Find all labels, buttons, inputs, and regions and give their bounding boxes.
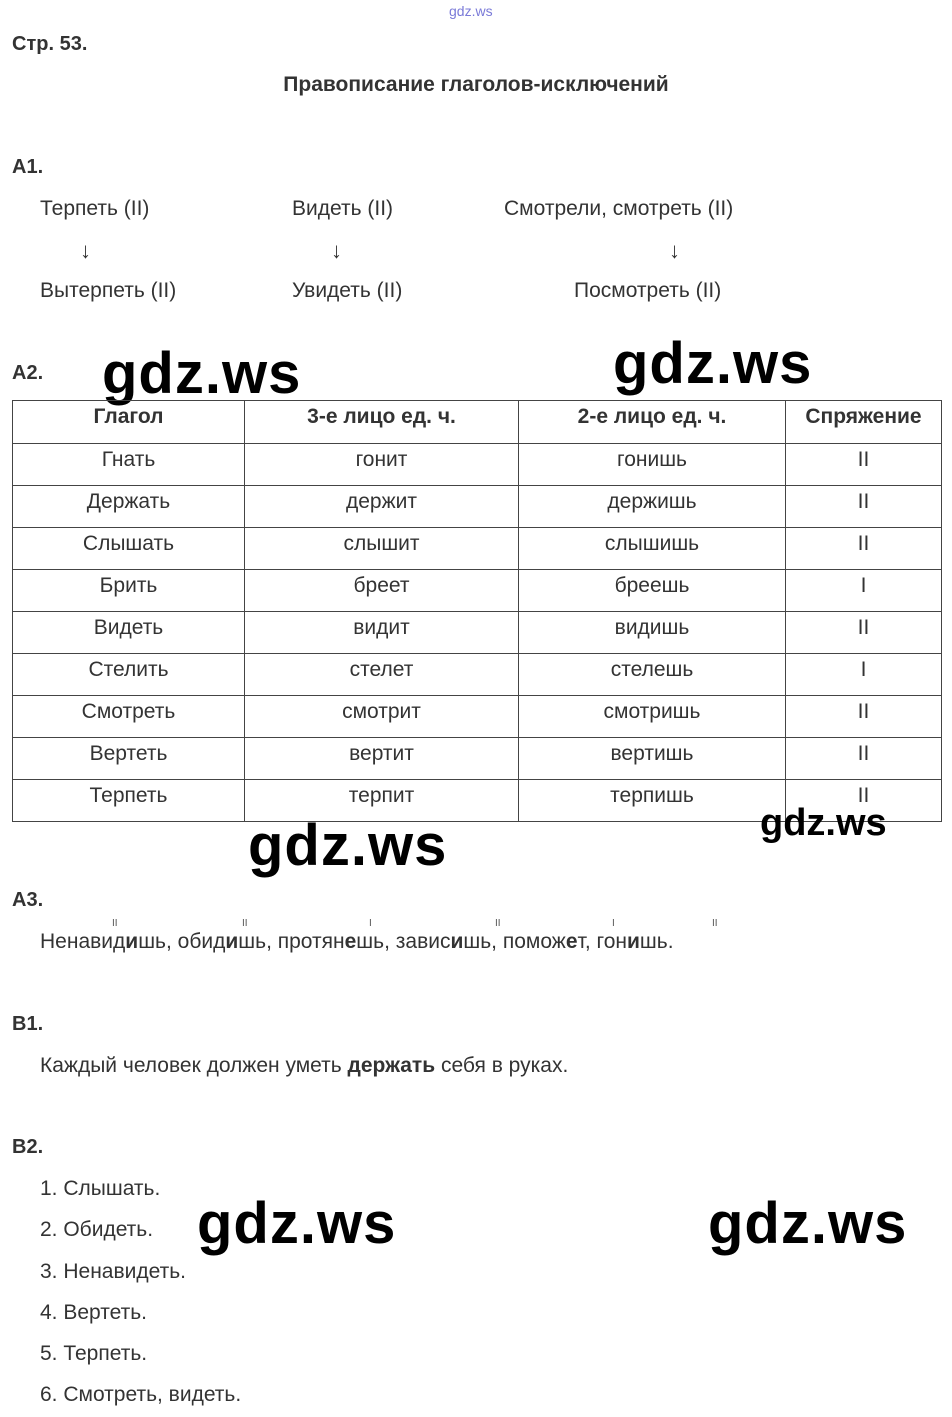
table-cell: видишь (519, 612, 786, 654)
conjugation-table (12, 400, 942, 822)
table-cell: Терпеть (13, 780, 245, 822)
list-item: 6. Смотреть, видеть. (40, 1383, 242, 1406)
watermark: gdz.ws (708, 1191, 908, 1256)
a3-word-4-vowel: и (450, 930, 464, 953)
table-row (13, 444, 942, 486)
a1-derived-2: Увидеть (II) (292, 279, 403, 302)
table-cell: вертишь (519, 738, 786, 780)
table-row (13, 528, 942, 570)
a1-arrow-down-icon-1: ↓ (80, 238, 91, 263)
b1-text-after: себя в руках. (435, 1054, 569, 1077)
section-b2-label: В2. (12, 1136, 44, 1158)
a3-word-3-vowel: е (344, 930, 357, 953)
b1-text-before: Каждый человек должен уметь (40, 1054, 348, 1077)
table-row (13, 696, 942, 738)
a3-word-5-vowel: е (565, 930, 578, 953)
table-cell: гонит (245, 444, 519, 486)
table-cell: держит (245, 486, 519, 528)
section-a1-label: А1. (12, 156, 44, 178)
list-item: 5. Терпеть. (40, 1342, 148, 1365)
conjugation-mark: II (242, 918, 248, 929)
page-reference: Стр. 53. (12, 33, 88, 55)
a3-word-1-vowel: и (125, 930, 139, 953)
a3-word-3-ending: шь, (356, 930, 396, 953)
table-cell: Слышать (13, 528, 245, 570)
conjugation-mark: I (612, 918, 615, 929)
section-a2-label: А2. (12, 362, 44, 384)
list-item: 2. Обидеть. (40, 1218, 154, 1241)
table-cell: вертит (245, 738, 519, 780)
table-cell: II (786, 738, 942, 780)
watermark: gdz.ws (102, 341, 302, 406)
table-cell: бреет (245, 570, 519, 612)
section-a3-label: А3. (12, 889, 44, 911)
table-cell: стелешь (519, 654, 786, 696)
a3-word-1-ending: шь, (138, 930, 178, 953)
a3-word-5-stem: помож (502, 930, 566, 953)
table-header-row (13, 401, 942, 444)
watermark: gdz.ws (197, 1191, 397, 1256)
table-cell: держишь (519, 486, 786, 528)
table-header-cell: 3-е лицо ед. ч. (245, 401, 519, 444)
table-cell: II (786, 486, 942, 528)
table-cell: слышишь (519, 528, 786, 570)
watermark: gdz.ws (248, 813, 448, 878)
conjugation-mark: I (369, 918, 372, 929)
table-cell: смотришь (519, 696, 786, 738)
watermark: gdz.ws (613, 331, 813, 396)
a3-word-4-ending: шь, (463, 930, 503, 953)
table-cell: Смотреть (13, 696, 245, 738)
a3-word-2-ending: шь, (238, 930, 278, 953)
a3-word-6-ending: шь. (639, 930, 674, 953)
table-cell: бреешь (519, 570, 786, 612)
table-cell: слышит (245, 528, 519, 570)
a3-word-6-vowel: и (626, 930, 640, 953)
a3-word-4-stem: завис (395, 930, 451, 953)
conjugation-mark: II (712, 918, 718, 929)
a3-word-5-ending: т, (577, 930, 597, 953)
watermark: gdz.ws (760, 802, 887, 844)
table-cell: терпит (245, 780, 519, 822)
table-cell: II (786, 528, 942, 570)
table-cell: Видеть (13, 612, 245, 654)
table-row (13, 738, 942, 780)
table-cell: смотрит (245, 696, 519, 738)
table-row (13, 654, 942, 696)
table-cell: гонишь (519, 444, 786, 486)
a3-word-1-stem: Ненавид (40, 930, 126, 953)
table-cell: II (786, 444, 942, 486)
top-watermark: gdz.ws (449, 3, 493, 19)
a1-derived-3: Посмотреть (II) (574, 279, 722, 302)
table-cell: I (786, 570, 942, 612)
table-row (13, 570, 942, 612)
table-cell: терпишь (519, 780, 786, 822)
table-cell: II (786, 612, 942, 654)
list-item: 3. Ненавидеть. (40, 1260, 186, 1283)
b1-answer-line (40, 1054, 568, 1078)
table-header-cell: 2-е лицо ед. ч. (519, 401, 786, 444)
table-cell: Стелить (13, 654, 245, 696)
a3-word-2-vowel: и (225, 930, 239, 953)
a1-derived-1: Вытерпеть (II) (40, 279, 177, 302)
a3-word-2-stem: обид (177, 930, 226, 953)
a1-arrow-down-icon-3: ↓ (669, 238, 680, 263)
list-item: 1. Слышать. (40, 1177, 161, 1200)
table-cell: II (786, 780, 942, 822)
table-row (13, 612, 942, 654)
conjugation-mark: II (495, 918, 501, 929)
table-cell: I (786, 654, 942, 696)
table-cell: Гнать (13, 444, 245, 486)
conjugation-mark: II (112, 918, 118, 929)
b1-bold-word: держать (347, 1054, 436, 1077)
page-title: Правописание глаголов-исключений (283, 73, 669, 96)
table-header-cell: Спряжение (786, 401, 942, 444)
a1-verb-3: Смотрели, смотреть (II) (504, 197, 734, 220)
table-row (13, 486, 942, 528)
list-item: 4. Вертеть. (40, 1301, 148, 1324)
table-header-cell: Глагол (13, 401, 245, 444)
a1-arrow-down-icon-2: ↓ (331, 238, 342, 263)
a3-word-6-stem: гон (596, 930, 627, 953)
a3-word-3-stem: протян (277, 930, 345, 953)
table-cell: стелет (245, 654, 519, 696)
table-cell: Держать (13, 486, 245, 528)
table-cell: видит (245, 612, 519, 654)
table-cell: Вертеть (13, 738, 245, 780)
a3-answer-line (40, 930, 674, 954)
section-b1-label: В1. (12, 1013, 44, 1035)
table-cell: Брить (13, 570, 245, 612)
table-cell: II (786, 696, 942, 738)
a1-verb-1: Терпеть (II) (40, 197, 150, 220)
a1-verb-2: Видеть (II) (292, 197, 394, 220)
